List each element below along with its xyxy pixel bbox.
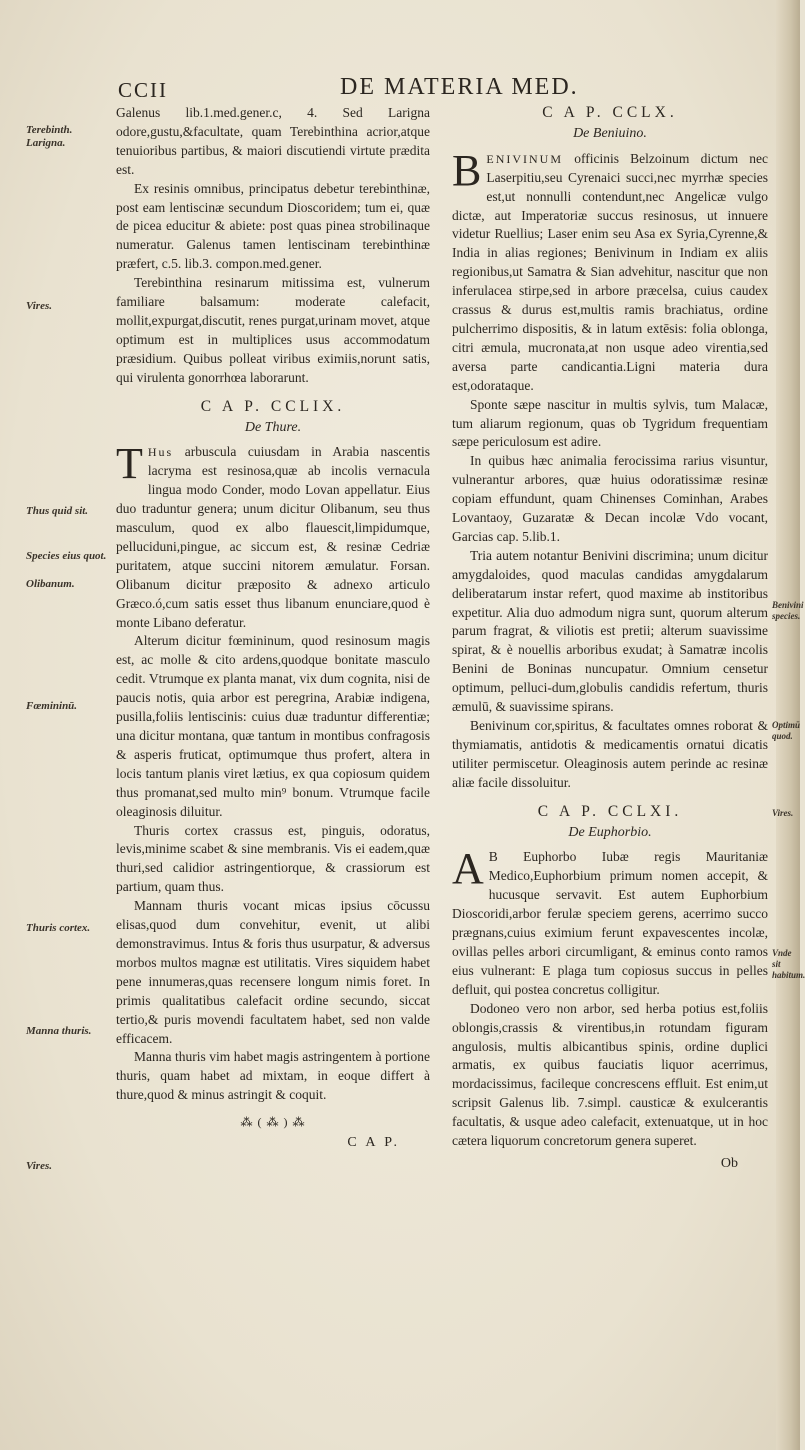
catchword-left: C A P. (347, 1135, 400, 1151)
paragraph-manna: Mannam thuris vocant micas ipsius cōcussu elisas,quod dum convehitur, evenit, ut alibi demonstravimus. Intus & foris thus usurpatur, & adversus morbos multos magnæ est utilitatis. Vires siquidem habet pene innumeras,quas recensere longum nimis foret. In primis qualitatibus calefacit ordine secundo, siccat tertio,& puris movendi facultatem habet, sed non valde efficacem. (116, 898, 430, 1046)
margin-note-femininum: Fœmininū. (26, 700, 78, 712)
margin-note-terebinth: Terebinth. Larigna. (26, 124, 73, 149)
margin-note-manna-thuris: Manna thuris. (26, 1025, 92, 1037)
drop-cap-b: B (452, 145, 482, 195)
paragraph-manna-vires: Manna thuris vim habet magis astringentem à portione thuris, quam habet ad mixtam, in eoque differt à thure,quod & minus astringit & coquit. (116, 1049, 430, 1103)
chapter-title-de-euphorbio: De Euphorbio. (568, 824, 652, 840)
margin-note-thuris-cortex: Thuris cortex. (26, 922, 91, 934)
chapter-heading-261: C A P. CCLXI. (537, 802, 683, 820)
paragraph-benivinum-body: officinis Belzoinum dictum nec Laserpitiu,seu Cyrenaici succi,nec myrrhæ species est,ut nonnulli contendunt,nec Angelicæ vulgo dictæ, aut Imperatoriæ succus resinosus, ut innuere videtur Ruellius; Laser enim seu Asa ex Syria,Cyrenne,& India in alias regiones; Benivinum in Indiam ex aliis regionibus,ut Samatra & Sian advehitur, nascitur que non inferulacea stirpe,sed in arbore præcelsa, cuius caudex crassus & durus est,multis ramis brachiatus, ordine pulcherrimo dispositis, & in latum extēsis: folia oblonga, citri æmula, mucronata,at non usque adeo virentia,sed aversa parte candicantia.Ligni materia dura est,odorataque. (452, 150, 769, 393)
right-column (452, 104, 768, 1174)
margin-note-benivini: Benivini species. (772, 600, 804, 621)
paragraph-tria: Tria autem notantur Benivini discrimina; unum dicitur amygdaloides, quod maculas candidas amygdalarum deliberatarum instar refert, quod maxime ab institoribus expetitur. Alia duo admodum nigra sunt, quorum alterum parum fragrat, & viliotis est pretii; alterum suavissime spirat, & è nouellis arboribus exudat; à Samatræ incolis Benini de Boninas nuncupatur. Omnium censetur optimum, pelluci-dum,globulis candidis refertum, thuris æmulū, & suavissime spirans. (452, 547, 768, 715)
paragraph-cortex: Thuris cortex crassus est, pinguis, odoratus, levis,minime scabet & sine membranis. Vis ei eadem,quæ thuri,sed calidior astringentiorque, & crassiorum est partium, quam thus. (116, 822, 430, 895)
margin-note-olibanum: Olibanum. (26, 578, 75, 590)
paragraph-benivinum (452, 145, 769, 396)
margin-note-vires: Vires. (26, 300, 52, 312)
drop-cap-t: T (116, 439, 143, 489)
paragraph-euphorbio-body: B Euphorbo Iubæ regis Mauritaniæ Medico,Euphorbium primum nomen accepit, & hucusque servavit. Est autem Euphorbium Dioscoridi,arbor ferulæ speciem gerens, acerrimo succo prægnans,cuius eximium ferunt expavescentes incolæ, ovillas pelles arbori circumligant, & eminus conto ramos eius vulnerant: E plaga tum copiosus succus in pelles defluit, qui postea concretus colligitur. (452, 849, 768, 997)
page-header (0, 74, 800, 104)
catchword-right: Ob (720, 1155, 738, 1171)
paragraph-benivinum-vires: Benivinum cor,spiritus, & facultates omnes roborat & thymiamatis, antidotis & medicamentis ornatui dicatis utiliter permiscetur. Oleaginosis autem perinde ac resinæ aliæ facile dissoluitur. (452, 718, 768, 790)
chapter-heading-260: C A P. CCLX. (542, 104, 678, 121)
paragraph-intro: Galenus lib.1.med.gener.c, 4. Sed Larigna odore,gustu,&facultate, quam Terebinthina acrior,atque tenuioribus partibus, & maiori discutiendi virtute prædita est. (116, 105, 430, 177)
paragraph-femininum: Alterum dicitur fœmininum, quod resinosum magis est, ac molle & cito ardens,quodque bonitate masculo cedit. Vtrumque ex planta manat, vix dum cognita, nisi de paucis notis, quia arbor est peregrina, Arabiæ indigena, pusilla,foliis lentiscinis: cuius duæ traduntur differentiæ; una dicitur montana, quæ tantum in montibus confragosis & asperis fruticat, optimumque thus profert, altera in locis tantum planis viret lætius, ex qua copiosum quidem thus promanat,sed multo min⁹ bonum. Vtrumque facile oleaginosis diluitur. (116, 633, 430, 819)
margin-note-optimum: Optimū quod. (772, 720, 801, 741)
paragraph-ex-resinis: Ex resinis omnibus, principatus debetur terebinthinæ, post eam lentiscinæ secundum Dioscoridem; tum ei, quæ de picea educitur & abiete: post quas pinea strobilinaque numeratur. Galenus tamen lentiscinam terebinthinæ præfert, c.5. lib.3. compon.med.gener. (116, 180, 430, 272)
paragraph-dodoneo: Dodoneo vero non arbor, sed herba potius est,foliis oblongis,crassis & virentibus,in rotundam figuram angulosis, multis albicantibus spinis, ordine duplici armatis, ex quibus fauciatis liquor acerrimus, mordacissimus, facileque concrescens effluit. Est enim,ut scripsit Galenus lib. 7.simpl. causticæ & exulcerantis facultatis, & usque adeo calefacit, extenuatque, ut in hoc cætera liquorum concretorum genera superet. (452, 1000, 768, 1149)
smallcaps-enivinum: ENIVINUM (486, 151, 564, 166)
chapter-title-de-beniuino: De Beniuino. (573, 125, 647, 141)
margin-note-unde: Vnde sit habitum. (772, 948, 805, 980)
margin-note-thus-quid: Thus quid sit. (26, 505, 89, 517)
paragraph-euphorbio (452, 844, 768, 999)
drop-cap-a: A (452, 844, 484, 894)
margin-note-species: Species eius quot. (26, 550, 107, 562)
running-head: DE MATERIA MED. (340, 74, 579, 100)
paragraph-thus-body: arbuscula cuiusdam in Arabia nascentis lacryma est resinosa,quæ ab incolis vernacula lingua modo Conder, modo Lovan appellatur. Eius duo traduntur genera; unum dicitur Olibanum, seu thus masculum, quod ex albo flauescit,limpidumque, pelluciduni,pingue, ac siccum est, & resinæ Cedriæ puritatem, atque succini nitorem æmulatur. Forsan. Olibanum dicitur præposito & adnexo articulo Græco.ó,cum satis esset thus libanum enunciare,quod è monte Libano deferatur. (116, 444, 431, 630)
chapter-title-de-thure: De Thure. (244, 419, 302, 435)
paragraph-sponte: Sponte sæpe nascitur in multis sylvis, tum Malacæ, tum aliarum regionum, quas ob Tygridum frequentiam sæpe periculosum est adire. (452, 396, 768, 450)
smallcaps-hus: Hus (147, 445, 174, 460)
paragraph-terebinthina: Terebinthina resinarum mitissima est, vulnerum familiare balsamum: moderate calefacit, mollit,expurgat,discutit, renes purgat,urinam movet, atque optimum est in multiplices usus accommodatum præsidium. Quibus polleat viribus eximiis,norunt satis, qui virulenta gonorrhœa laborarunt. (116, 275, 430, 385)
margin-note-vires-2: Vires. (26, 1160, 52, 1172)
ornament-divider: ⁂ ( ⁂ ) ⁂ (240, 1115, 306, 1130)
margin-note-vires-right: Vires. (772, 808, 794, 818)
folio-number: CCII (118, 78, 168, 102)
left-column (116, 104, 430, 1153)
paragraph-inquibus: In quibus hæc animalia ferocissima rarius visuntur, vulnerantur arbores, quæ huius odoratissimæ resinæ copiam effundunt, quam Chinenses Cominhan, Arabes Lovantaoy, Guzaratæ & Decan incolæ Vdo vocant, Garcias cap. 5.lib.1. (452, 453, 768, 544)
chapter-heading-259: C A P. CCLIX. (200, 397, 346, 415)
paragraph-thus (116, 439, 431, 632)
